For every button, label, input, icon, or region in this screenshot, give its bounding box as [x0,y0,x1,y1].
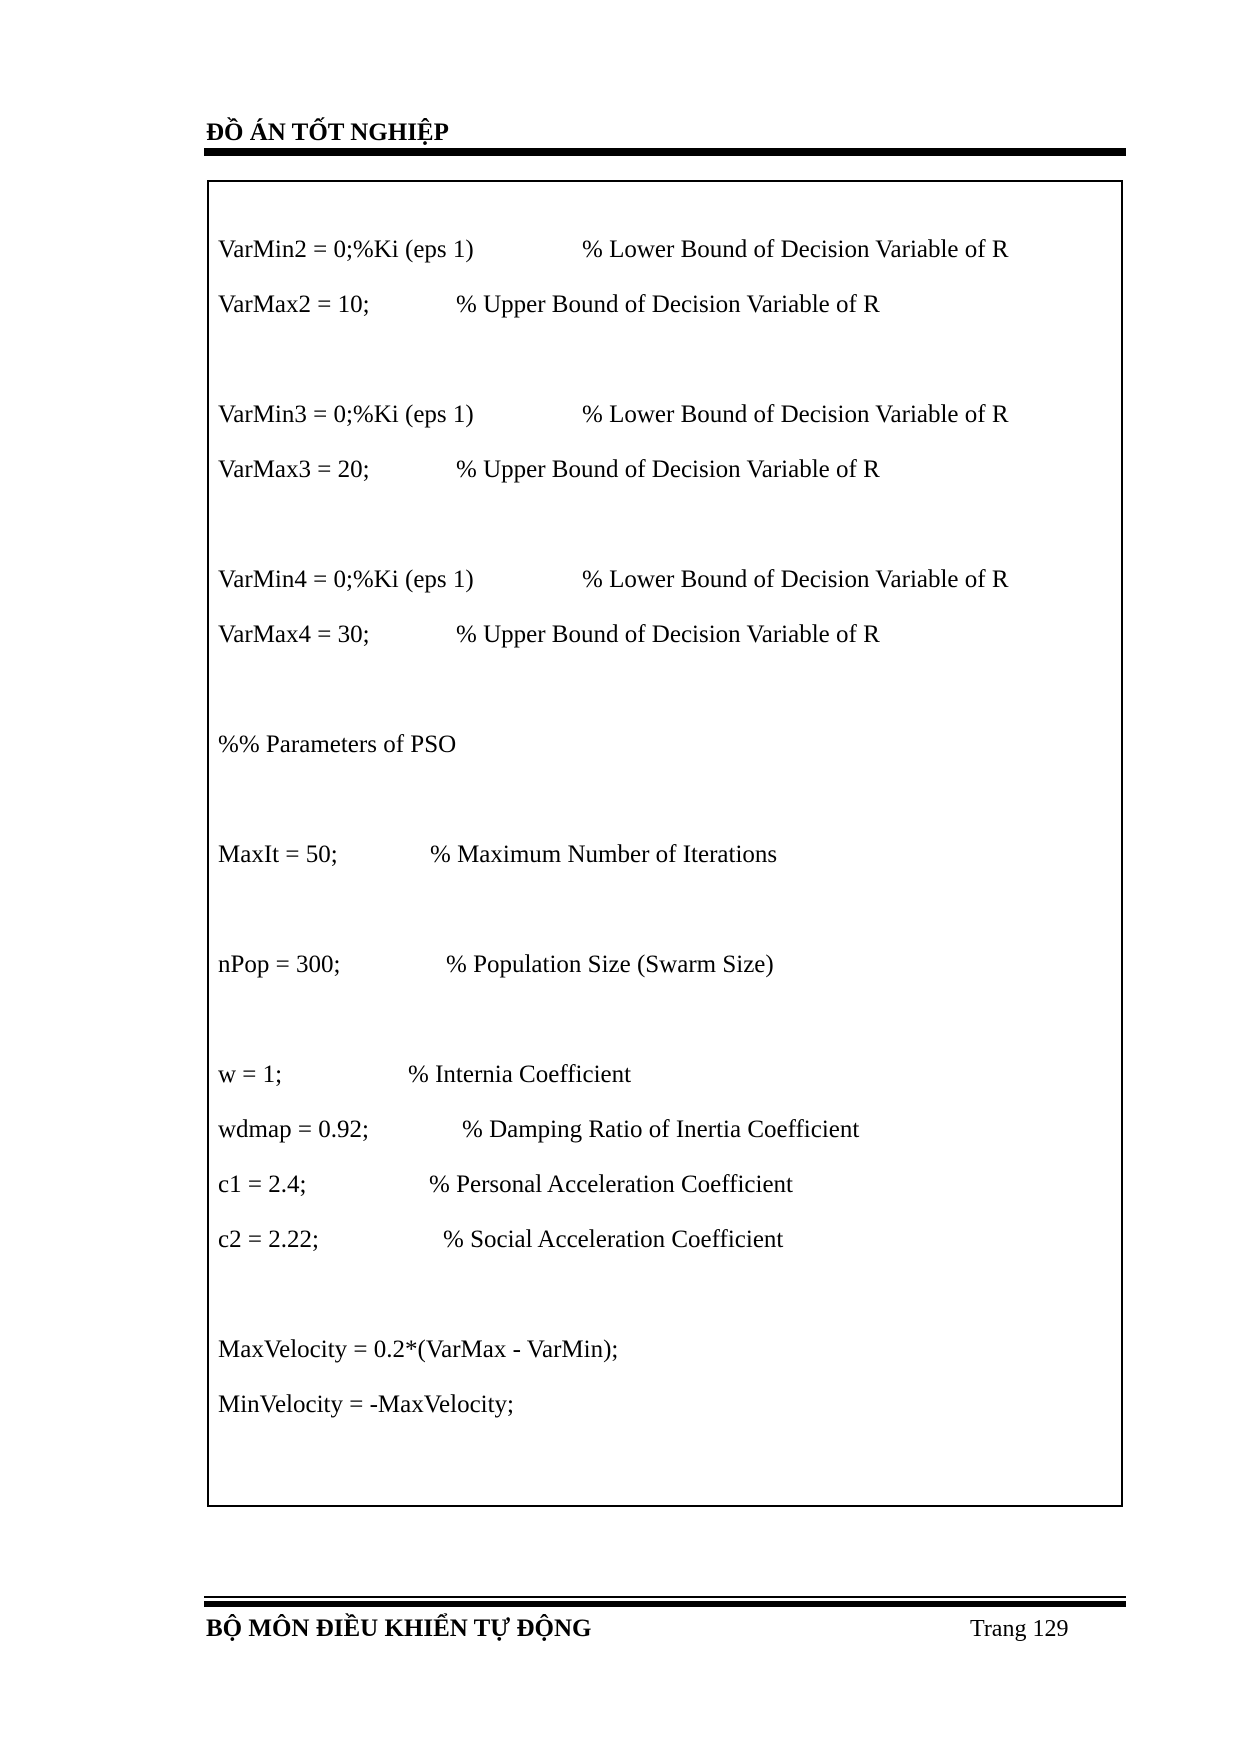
code-statement: w = 1; [218,1061,283,1088]
footer-rule-thick [204,1601,1126,1607]
code-statement: wdmap = 0.92; [218,1116,369,1143]
code-comment: % Personal Acceleration Coefficient [429,1171,793,1198]
page-number: Trang 129 [970,1616,1069,1642]
page-title: ĐỒ ÁN TỐT NGHIỆP [206,119,449,146]
code-statement: VarMin4 = 0;%Ki (eps 1) [218,566,474,593]
code-comment: % Maximum Number of Iterations [430,841,778,868]
code-comment: % Lower Bound of Decision Variable of R [582,401,1009,428]
code-statement: MinVelocity = -MaxVelocity; [218,1391,514,1418]
code-statement: VarMin2 = 0;%Ki (eps 1) [218,236,474,263]
code-statement: nPop = 300; [218,951,341,978]
header-rule [204,148,1126,156]
code-statement: VarMax2 = 10; [218,291,370,318]
code-comment: % Damping Ratio of Inertia Coefficient [462,1116,860,1143]
code-statement: MaxIt = 50; [218,841,338,868]
footer-rule-top [204,1596,1126,1598]
footer-department: BỘ MÔN ĐIỀU KHIỂN TỰ ĐỘNG [206,1615,592,1642]
code-comment: % Lower Bound of Decision Variable of R [582,566,1009,593]
code-comment: % Upper Bound of Decision Variable of R [456,291,880,318]
code-comment: % Population Size (Swarm Size) [446,951,774,978]
code-comment: % Social Acceleration Coefficient [443,1226,784,1253]
code-comment: % Internia Coefficient [408,1061,632,1088]
code-comment: % Upper Bound of Decision Variable of R [456,456,880,483]
code-statement: VarMin3 = 0;%Ki (eps 1) [218,401,474,428]
code-statement: VarMax4 = 30; [218,621,370,648]
code-statement: c2 = 2.22; [218,1226,319,1253]
code-comment: % Upper Bound of Decision Variable of R [456,621,880,648]
code-statement: c1 = 2.4; [218,1171,307,1198]
code-statement: %% Parameters of PSO [218,731,457,758]
code-statement: VarMax3 = 20; [218,456,370,483]
code-statement: MaxVelocity = 0.2*(VarMax - VarMin); [218,1336,619,1363]
code-comment: % Lower Bound of Decision Variable of R [582,236,1009,263]
